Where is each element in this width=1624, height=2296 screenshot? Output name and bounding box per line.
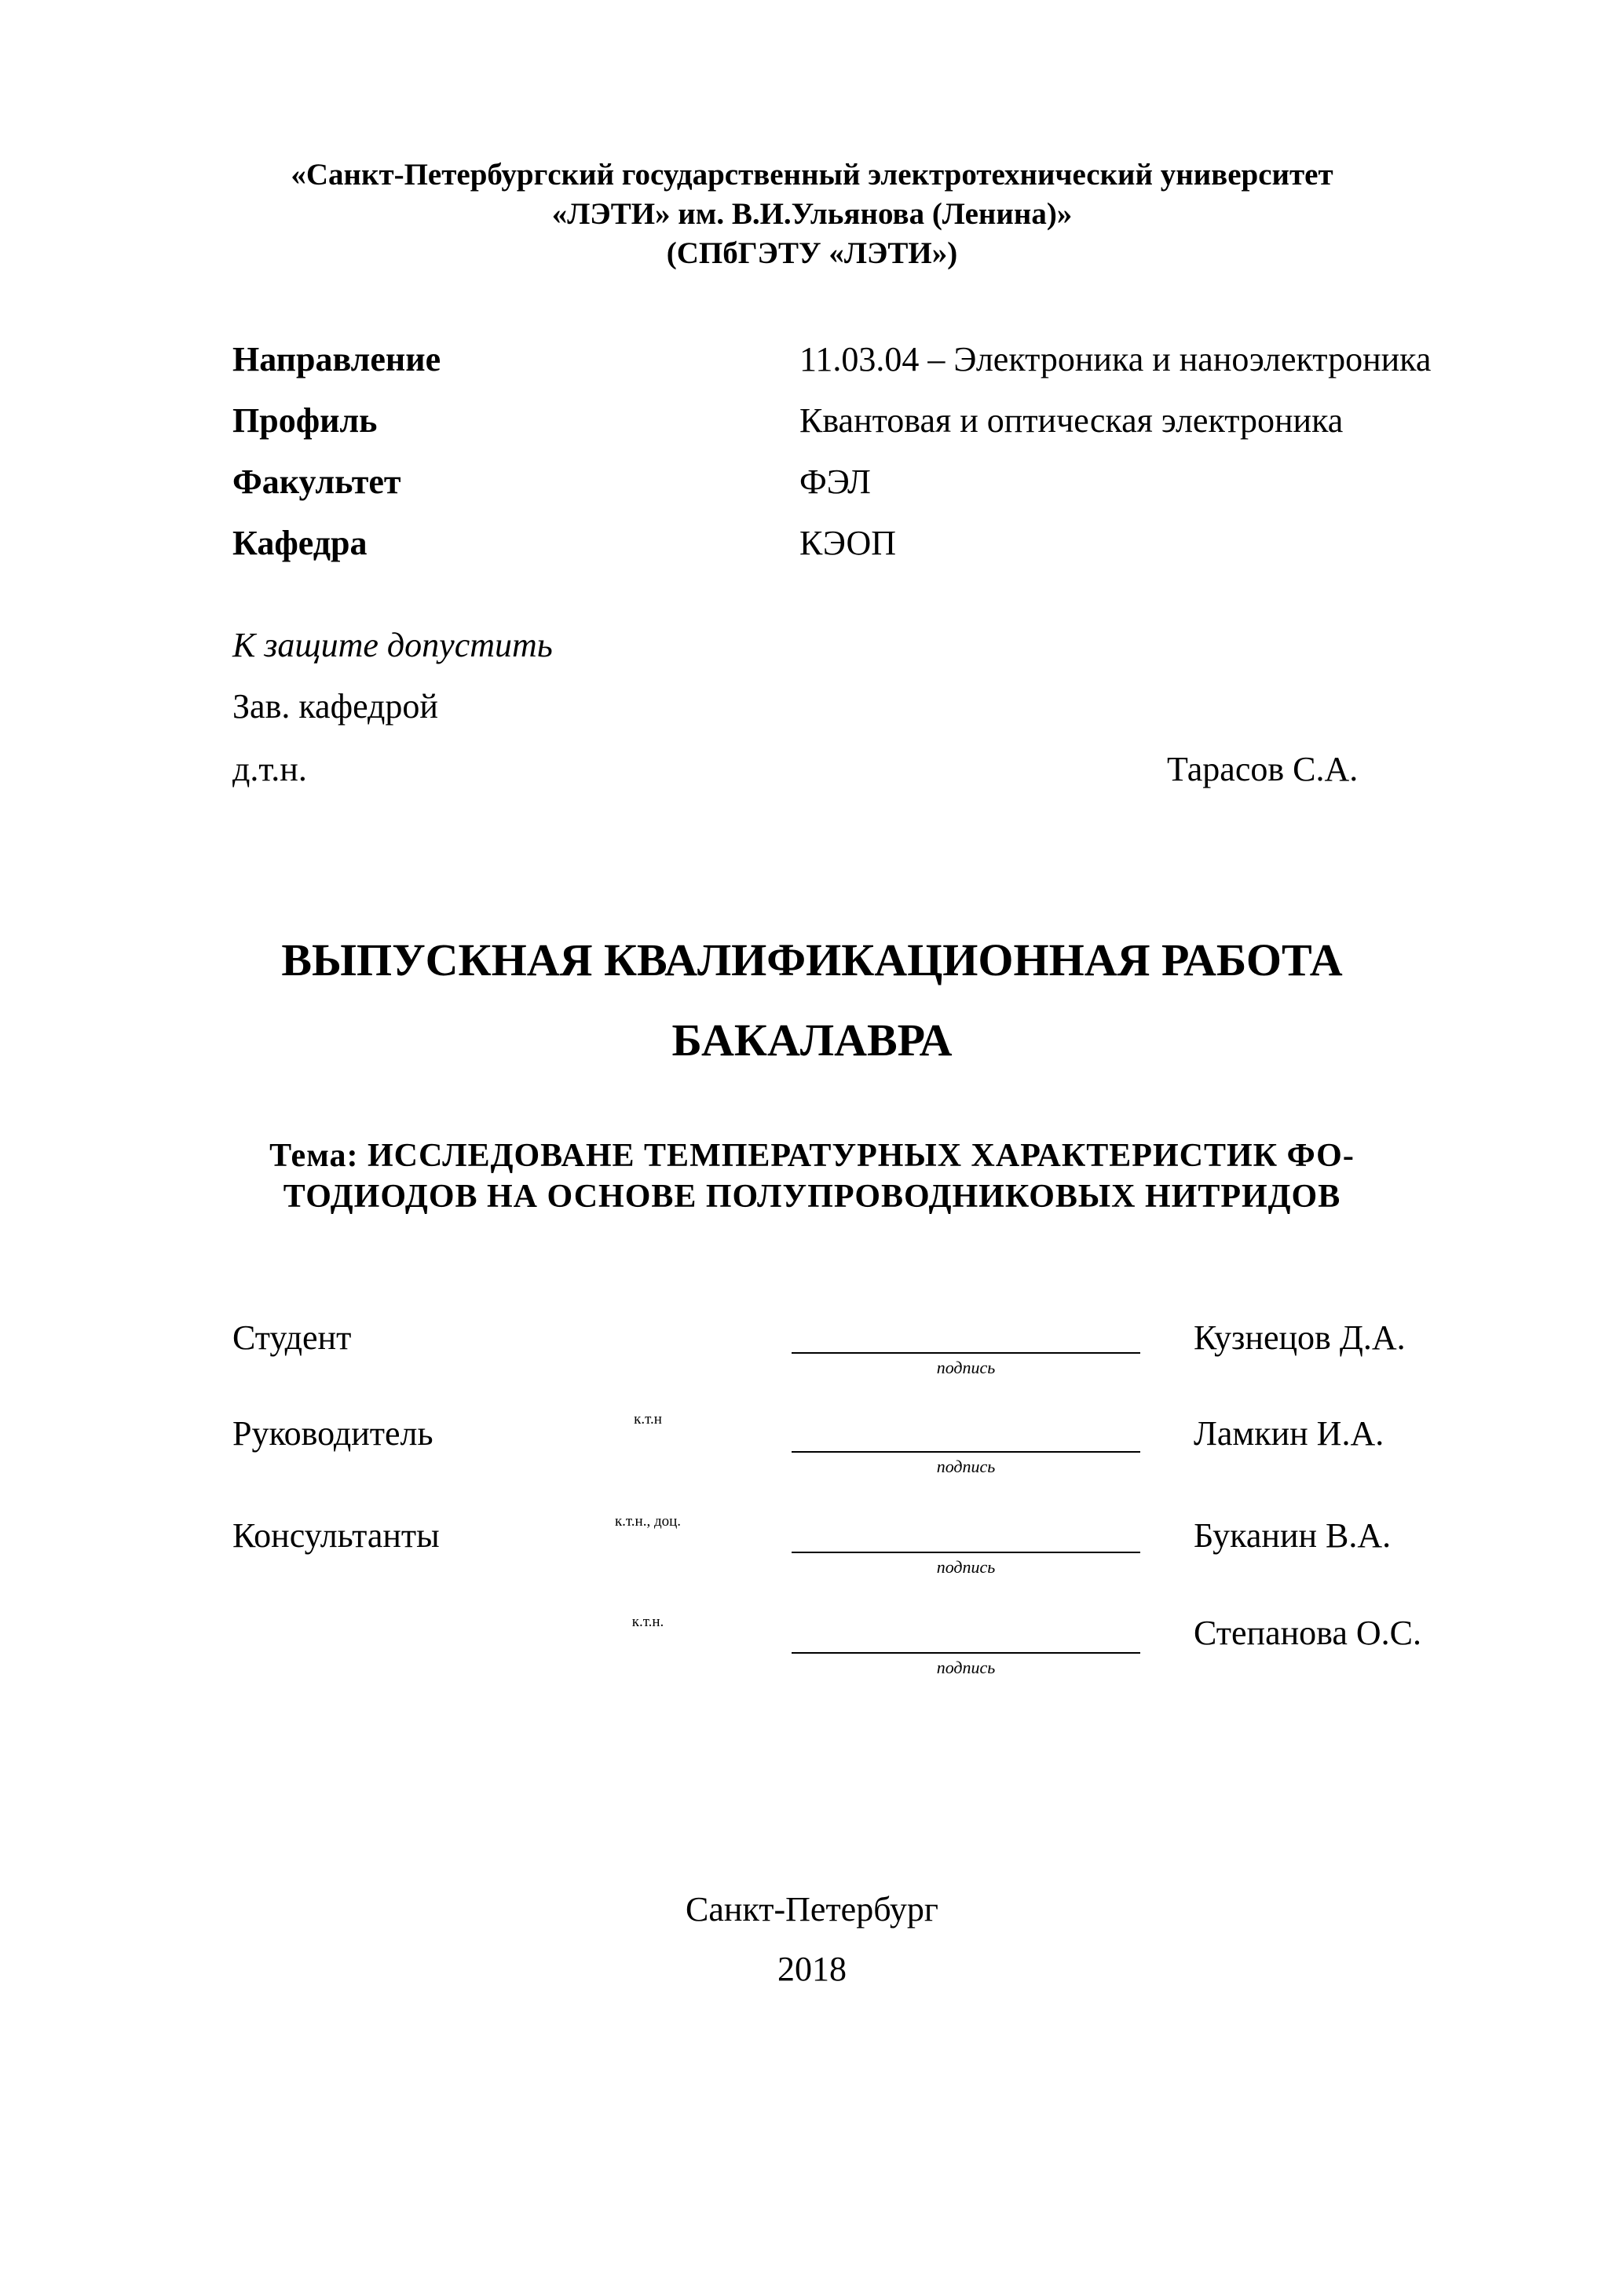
footer-year: 2018 bbox=[777, 1950, 847, 1988]
signature-caption: подпись bbox=[936, 1557, 996, 1577]
university-name-line-2: «ЛЭТИ» им. В.И.Ульянова (Ленина)» bbox=[551, 197, 1073, 231]
signature-role: Руководитель bbox=[232, 1414, 433, 1453]
department-value: КЭОП bbox=[799, 524, 897, 562]
thesis-topic-line-1: Тема: ИССЛЕДОВАНЕ ТЕМПЕРАТУРНЫХ ХАРАКТЕРИСТИК ФО- bbox=[269, 1138, 1355, 1174]
signature-role: Студент bbox=[232, 1318, 352, 1357]
direction-value: 11.03.04 – Электроника и наноэлектроника bbox=[799, 340, 1432, 378]
profile-label: Профиль bbox=[232, 401, 378, 440]
signature-degree: к.т.н. bbox=[631, 1614, 664, 1630]
thesis-title-line-1: ВЫПУСКНАЯ КВАЛИФИКАЦИОННАЯ РАБОТА bbox=[281, 934, 1343, 985]
university-header bbox=[0, 155, 1624, 273]
head-name: Тарасов С.А. bbox=[1167, 750, 1359, 788]
signature-caption: подпись bbox=[936, 1658, 996, 1677]
signature-degree: к.т.н., доц. bbox=[614, 1513, 682, 1530]
faculty-label: Факультет bbox=[232, 462, 401, 501]
university-abbreviation: (СПбГЭТУ «ЛЭТИ») bbox=[666, 236, 958, 270]
thesis-topic-line-2: ТОДИОДОВ НА ОСНОВЕ ПОЛУПРОВОДНИКОВЫХ НИТРИДОВ bbox=[283, 1179, 1341, 1215]
signature-line bbox=[792, 1451, 1140, 1453]
signature-name: Ламкин И.А. bbox=[1194, 1414, 1384, 1453]
direction-label: Направление bbox=[232, 340, 441, 378]
signature-line bbox=[792, 1352, 1140, 1354]
profile-value: Квантовая и оптическая электроника bbox=[799, 401, 1344, 440]
signature-caption: подпись bbox=[936, 1457, 996, 1476]
footer-city: Санкт-Петербург bbox=[686, 1890, 938, 1929]
department-label: Кафедра bbox=[232, 524, 368, 562]
university-name-line-1: «Санкт-Петербургский государственный электротехнический университет bbox=[291, 158, 1333, 192]
signature-name: Кузнецов Д.А. bbox=[1194, 1318, 1406, 1357]
signature-line bbox=[792, 1652, 1140, 1654]
head-of-department-label: Зав. кафедрой bbox=[232, 687, 438, 726]
signature-name: Степанова О.С. bbox=[1194, 1614, 1421, 1652]
signature-caption: подпись bbox=[936, 1358, 996, 1377]
signature-role: Консультанты bbox=[232, 1516, 440, 1555]
faculty-value: ФЭЛ bbox=[799, 462, 871, 501]
head-degree: д.т.н. bbox=[232, 750, 307, 788]
signature-line bbox=[792, 1552, 1140, 1553]
thesis-topic bbox=[0, 1135, 1624, 1217]
signature-degree: к.т.н bbox=[634, 1411, 662, 1428]
admit-to-defense-text: К защите допустить bbox=[232, 626, 553, 664]
signature-name: Буканин В.А. bbox=[1194, 1516, 1392, 1555]
thesis-title-line-2: БАКАЛАВРА bbox=[671, 1015, 953, 1066]
